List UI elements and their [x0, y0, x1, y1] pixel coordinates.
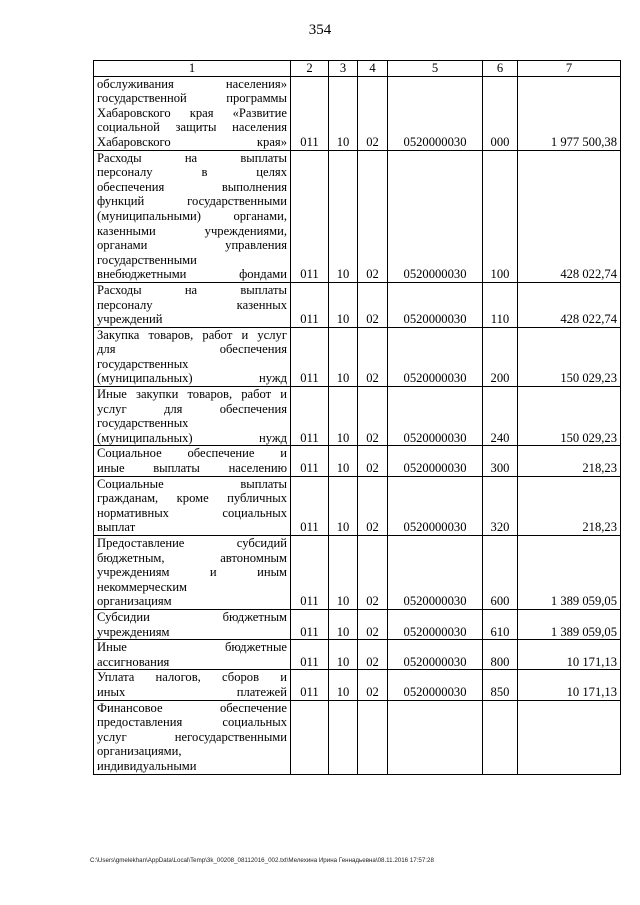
- target-article-code-cell: 0520000030: [388, 150, 483, 282]
- description-line: Предоставление субсидий: [97, 536, 287, 550]
- description-line: индивидуальными: [97, 758, 197, 773]
- table-row: [94, 282, 621, 327]
- row-description: [94, 670, 291, 700]
- subsection-code-cell: 02: [358, 76, 388, 150]
- description-line: учреждениям: [97, 624, 170, 639]
- target-article-code-cell: 0520000030: [388, 476, 483, 535]
- description-line: государственными: [97, 252, 197, 267]
- amount-cell: 1 389 059,05: [518, 536, 621, 610]
- section-code-cell: 10: [329, 150, 358, 282]
- section-code-cell: [329, 700, 358, 774]
- subsection-code-cell: 02: [358, 536, 388, 610]
- section-code-cell: 10: [329, 387, 358, 446]
- description-line: Хабаровского края «Развитие: [97, 105, 287, 120]
- target-article-code-cell: 0520000030: [388, 76, 483, 150]
- description-line: бюджетным, автономным: [97, 550, 287, 565]
- description-line: органами управления: [97, 238, 287, 253]
- description-line: казенными учреждениями,: [97, 223, 287, 238]
- row-description: [94, 700, 291, 774]
- subsection-code-cell: 02: [358, 640, 388, 670]
- table-row: [94, 387, 621, 446]
- description-line: выплат: [97, 520, 136, 535]
- description-line: некоммерческим: [97, 579, 188, 594]
- amount-cell: 1 977 500,38: [518, 76, 621, 150]
- table-header-row: [94, 61, 621, 77]
- expense-type-code-cell: 850: [483, 670, 518, 700]
- table-row: [94, 150, 621, 282]
- ministry-code-cell: 011: [291, 476, 329, 535]
- amount-cell: 218,23: [518, 446, 621, 476]
- ministry-code-cell: 011: [291, 387, 329, 446]
- section-code-cell: 10: [329, 76, 358, 150]
- target-article-code-cell: 0520000030: [388, 446, 483, 476]
- description-line: иных платежей: [97, 684, 287, 699]
- description-line: учреждений: [97, 312, 163, 327]
- ministry-code-cell: 011: [291, 446, 329, 476]
- ministry-code-cell: 011: [291, 670, 329, 700]
- table-row: [94, 327, 621, 386]
- ministry-code-cell: 011: [291, 150, 329, 282]
- description-line: Финансовое обеспечение: [97, 700, 287, 715]
- description-line: (муниципальных) нужд: [97, 430, 287, 445]
- section-code-cell: 10: [329, 640, 358, 670]
- section-code-cell: 10: [329, 476, 358, 535]
- row-description: [94, 476, 291, 535]
- description-line: ассигнования: [97, 654, 170, 669]
- section-code-cell: 10: [329, 670, 358, 700]
- description-line: услуг для обеспечения: [97, 401, 287, 416]
- section-code-cell: 10: [329, 282, 358, 327]
- description-line: Иные бюджетные: [97, 640, 287, 655]
- subsection-code-cell: 02: [358, 670, 388, 700]
- header-cell: 4: [358, 61, 388, 77]
- description-line: гражданам, кроме публичных: [97, 491, 287, 506]
- description-line: Социальное обеспечение и: [97, 446, 287, 461]
- description-line: Уплата налогов, сборов и: [97, 670, 287, 685]
- subsection-code-cell: 02: [358, 476, 388, 535]
- header-cell: 5: [388, 61, 483, 77]
- target-article-code-cell: 0520000030: [388, 282, 483, 327]
- target-article-code-cell: 0520000030: [388, 387, 483, 446]
- expense-type-code-cell: 320: [483, 476, 518, 535]
- description-line: Иные закупки товаров, работ и: [97, 387, 287, 402]
- target-article-code-cell: 0520000030: [388, 609, 483, 639]
- subsection-code-cell: 02: [358, 387, 388, 446]
- amount-cell: 218,23: [518, 476, 621, 535]
- amount-cell: 150 029,23: [518, 327, 621, 386]
- expense-type-code-cell: 240: [483, 387, 518, 446]
- table-row: [94, 446, 621, 476]
- description-line: (муниципальных) нужд: [97, 371, 287, 386]
- ministry-code-cell: 011: [291, 282, 329, 327]
- expense-type-code-cell: 100: [483, 150, 518, 282]
- header-cell: 3: [329, 61, 358, 77]
- table-row: [94, 609, 621, 639]
- expense-type-code-cell: 110: [483, 282, 518, 327]
- description-line: Социальные выплаты: [97, 476, 287, 491]
- amount-cell: 10 171,13: [518, 670, 621, 700]
- description-line: Расходы на выплаты: [97, 150, 287, 165]
- ministry-code-cell: 011: [291, 536, 329, 610]
- description-line: Закупка товаров, работ и услуг: [97, 327, 287, 342]
- description-line: персоналу казенных: [97, 297, 287, 312]
- description-line: персоналу в целях: [97, 165, 287, 180]
- section-code-cell: 10: [329, 609, 358, 639]
- amount-cell: 10 171,13: [518, 640, 621, 670]
- target-article-code-cell: [388, 700, 483, 774]
- expense-type-code-cell: 600: [483, 536, 518, 610]
- header-cell: 1: [94, 61, 291, 77]
- header-cell: 7: [518, 61, 621, 77]
- description-line: внебюджетными фондами: [97, 267, 287, 282]
- page-number: 354: [308, 22, 332, 38]
- ministry-code-cell: 011: [291, 640, 329, 670]
- description-line: (муниципальными) органами,: [97, 208, 287, 223]
- description-line: обеспечения выполнения: [97, 179, 287, 194]
- table-row: [94, 536, 621, 610]
- amount-cell: 428 022,74: [518, 282, 621, 327]
- description-line: для обеспечения: [97, 342, 287, 357]
- table-row: [94, 76, 621, 150]
- row-description: [94, 609, 291, 639]
- expense-type-code-cell: 300: [483, 446, 518, 476]
- subsection-code-cell: 02: [358, 282, 388, 327]
- amount-cell: 428 022,74: [518, 150, 621, 282]
- row-description: [94, 327, 291, 386]
- target-article-code-cell: 0520000030: [388, 536, 483, 610]
- description-line: Хабаровского края»: [97, 134, 287, 149]
- expense-type-code-cell: 200: [483, 327, 518, 386]
- subsection-code-cell: 02: [358, 150, 388, 282]
- description-line: функций государственными: [97, 194, 287, 209]
- subsection-code-cell: 02: [358, 609, 388, 639]
- description-line: организациям: [97, 594, 172, 609]
- row-description: [94, 282, 291, 327]
- description-line: обслуживания населения»: [97, 76, 287, 91]
- section-code-cell: 10: [329, 536, 358, 610]
- target-article-code-cell: 0520000030: [388, 640, 483, 670]
- description-line: иные выплаты населению: [97, 461, 287, 476]
- subsection-code-cell: 02: [358, 327, 388, 386]
- amount-cell: [518, 700, 621, 774]
- expense-type-code-cell: 800: [483, 640, 518, 670]
- description-line: государственной программы: [97, 91, 287, 106]
- description-line: государственных: [97, 416, 189, 431]
- file-path-footer: C:\Users\gmelekhan\AppData\Local\Temp\3k_00208_08112016_002.txt\Мелехина Ирина Геннадьевна\08.11.2016 17:57:28: [90, 857, 434, 864]
- description-line: организациями,: [97, 744, 182, 759]
- ministry-code-cell: 011: [291, 327, 329, 386]
- expense-type-code-cell: 000: [483, 76, 518, 150]
- subsection-code-cell: 02: [358, 446, 388, 476]
- row-description: [94, 76, 291, 150]
- description-line: социальной защиты населения: [97, 120, 287, 135]
- description-line: Расходы на выплаты: [97, 282, 287, 297]
- description-line: предоставления социальных: [97, 715, 287, 730]
- subsection-code-cell: [358, 700, 388, 774]
- ministry-code-cell: 011: [291, 609, 329, 639]
- row-description: [94, 640, 291, 670]
- table-row: [94, 700, 621, 774]
- target-article-code-cell: 0520000030: [388, 327, 483, 386]
- header-cell: 6: [483, 61, 518, 77]
- description-line: учреждениям и иным: [97, 565, 287, 580]
- amount-cell: 150 029,23: [518, 387, 621, 446]
- ministry-code-cell: 011: [291, 76, 329, 150]
- table-row: [94, 476, 621, 535]
- expense-type-code-cell: 610: [483, 609, 518, 639]
- table-row: [94, 640, 621, 670]
- header-cell: 2: [291, 61, 329, 77]
- amount-cell: 1 389 059,05: [518, 609, 621, 639]
- description-line: Субсидии бюджетным: [97, 609, 287, 624]
- budget-table: [93, 60, 621, 775]
- description-line: услуг негосударственными: [97, 729, 287, 744]
- row-description: [94, 150, 291, 282]
- row-description: [94, 446, 291, 476]
- description-line: государственных: [97, 356, 189, 371]
- section-code-cell: 10: [329, 327, 358, 386]
- target-article-code-cell: 0520000030: [388, 670, 483, 700]
- description-line: нормативных социальных: [97, 505, 287, 520]
- row-description: [94, 387, 291, 446]
- ministry-code-cell: [291, 700, 329, 774]
- row-description: [94, 536, 291, 610]
- table-row: [94, 670, 621, 700]
- section-code-cell: 10: [329, 446, 358, 476]
- expense-type-code-cell: [483, 700, 518, 774]
